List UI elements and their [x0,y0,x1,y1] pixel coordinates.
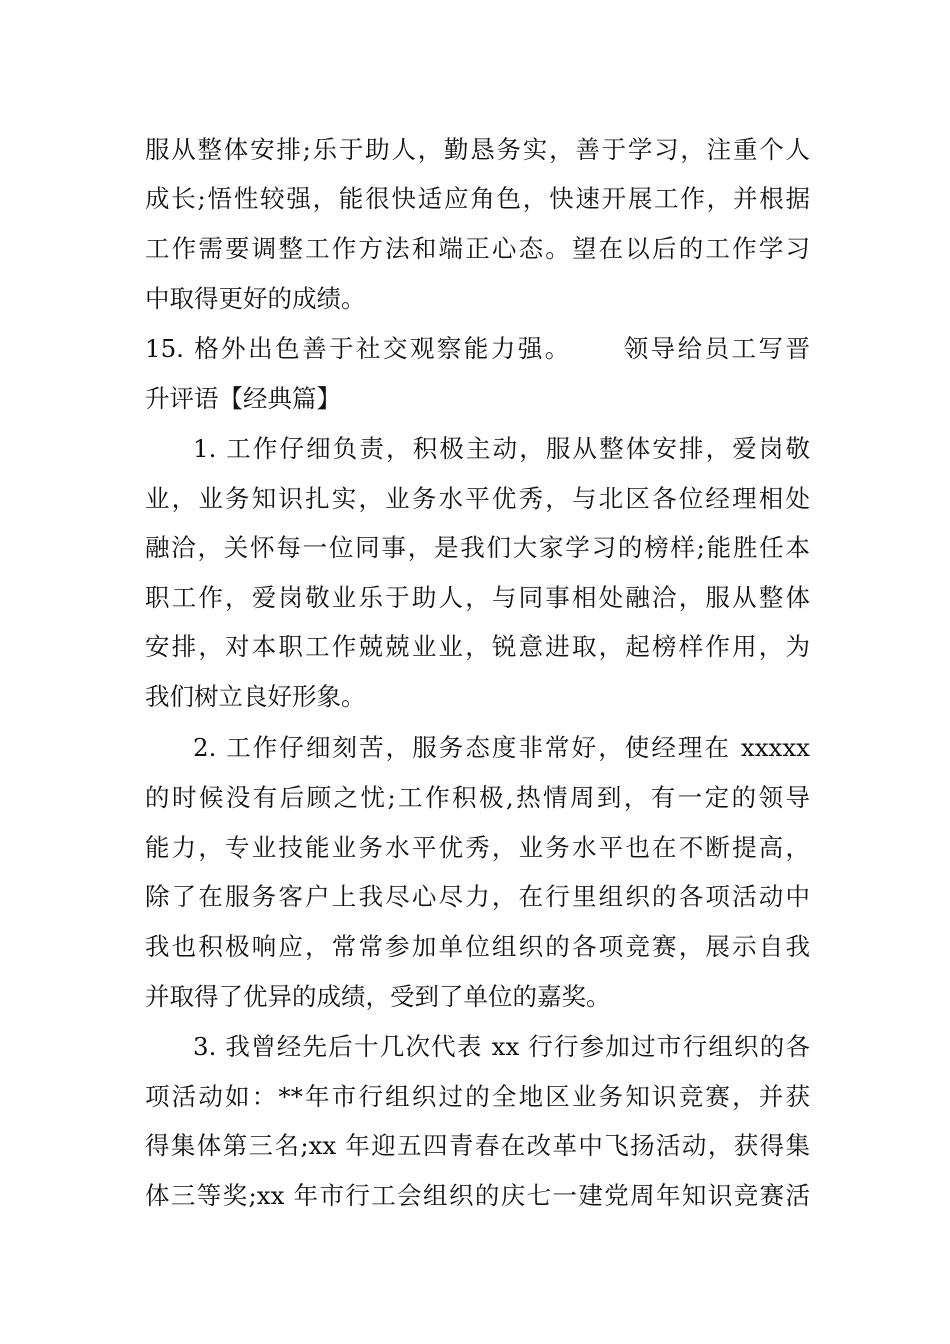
text-line: 除了在服务客户上我尽心尽力，在行里组织的各项活动中 [145,882,810,911]
text-line: 得集体第三名;xx 年迎五四青春在改革中飞扬活动，获得集 [145,1131,810,1160]
text-line: 并取得了优异的成绩，受到了单位的嘉奖。 [145,982,611,1011]
text-line: 业，业务知识扎实，业务水平优秀，与北区各位经理相处 [145,484,810,513]
text-line: 我们树立良好形象。 [145,682,366,711]
text-line: 融洽，关怀每一位同事，是我们大家学习的榜样;能胜任本 [145,533,810,562]
text-line: 3. 我曾经先后十几次代表 xx 行行参加过市行组织的各 [193,1032,810,1061]
text-line: 1. 工作仔细负责，积极主动，服从整体安排，爱岗敬 [193,434,810,463]
text-line: 服从整体安排;乐于助人，勤恳务实，善于学习，注重个人 [145,135,810,164]
text-line: 成长;悟性较强，能很快适应角色，快速开展工作，并根据 [145,184,810,213]
text-line: 中取得更好的成绩。 [145,284,366,313]
text-line: 工作需要调整工作方法和端正心态。望在以后的工作学习 [145,234,810,263]
text-line: 职工作，爱岗敬业乐于助人，与同事相处融洽，服从整体 [145,583,810,612]
text-line: 的时候没有后顾之忧;工作积极,热情周到，有一定的领导 [145,783,810,812]
text-line: 15. 格外出色善于社交观察能力强。 领导给员工写晋 [145,334,810,363]
text-line: 安排，对本职工作兢兢业业，锐意进取，起榜样作用，为 [145,632,810,661]
text-line: 我也积极响应，常常参加单位组织的各项竞赛，展示自我 [145,932,810,961]
text-line: 项活动如：**年市行组织过的全地区业务知识竞赛，并获 [145,1082,810,1111]
text-line: 2. 工作仔细刻苦，服务态度非常好，使经理在 xxxxx [193,733,810,762]
text-line: 能力，专业技能业务水平优秀，业务水平也在不断提高， [145,833,810,862]
text-line: 体三等奖;xx 年市行工会组织的庆七一建党周年知识竞赛活 [145,1181,810,1210]
section-heading: 升评语【经典篇】 [145,384,341,413]
